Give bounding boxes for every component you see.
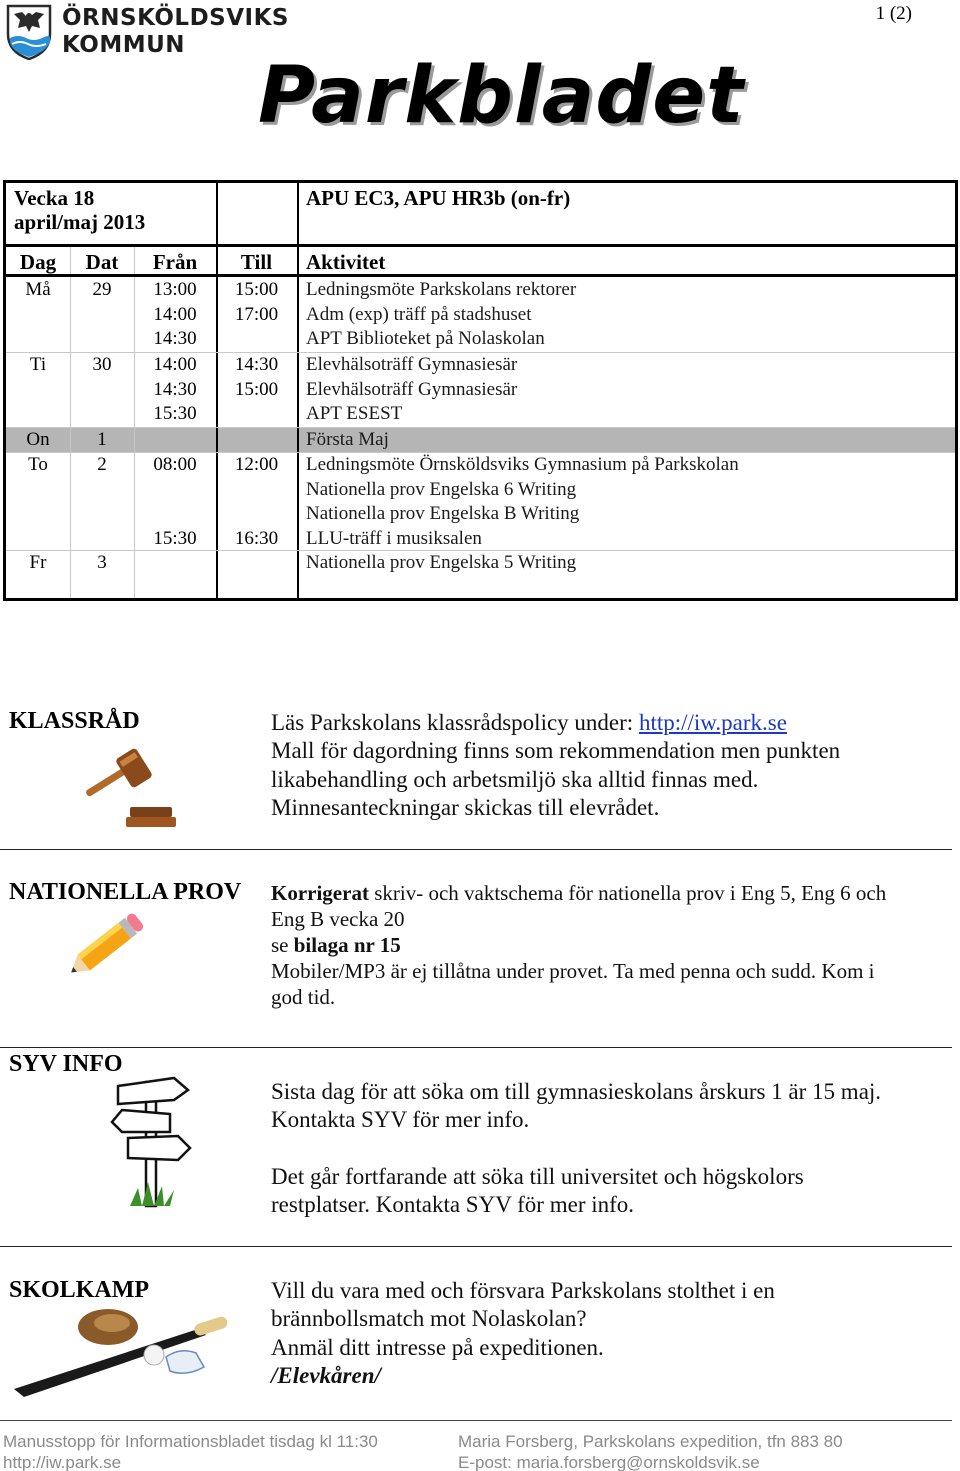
footer-right — [458, 1431, 843, 1471]
correction-label: Korrigerat — [271, 881, 369, 905]
logo-line-1: ÖRNSKÖLDSVIKS — [62, 5, 289, 31]
row-to — [216, 453, 297, 551]
row-activity: Nationella prov Engelska 5 Writing — [306, 552, 577, 573]
time-from: 14:30 — [153, 328, 197, 349]
pencil-icon — [60, 906, 150, 986]
klassrad-line-1: Läs Parkskolans klassrådspolicy under: — [271, 710, 639, 735]
time-from: 14:30 — [153, 378, 197, 400]
row-date: 1 — [97, 429, 107, 450]
nationella-line-5: god tid. — [271, 985, 336, 1009]
column-header-aktivitet: Aktivitet — [306, 250, 386, 274]
row-date: 30 — [92, 354, 112, 375]
attachment-prefix: se — [271, 933, 294, 957]
row-date: 2 — [97, 454, 107, 475]
section-heading-skolkamp: SKOLKAMP — [9, 1277, 150, 1303]
row-activities — [306, 353, 517, 427]
activity: APT ESEST — [306, 403, 403, 424]
month-label: april/maj 2013 — [14, 210, 146, 234]
section-divider — [0, 1246, 952, 1247]
time-to: 15:00 — [234, 279, 279, 300]
time-to: 15:00 — [234, 378, 279, 400]
row-to — [216, 353, 297, 402]
syv-text — [271, 1078, 881, 1219]
activity: Nationella prov Engelska B Writing — [306, 503, 580, 524]
coat-of-arms-icon — [6, 4, 52, 60]
column-header-dat: Dat — [85, 250, 119, 274]
row-from — [134, 453, 216, 551]
row-day: Fr — [29, 552, 47, 573]
klassrad-policy-link[interactable]: http://iw.park.se — [638, 710, 787, 735]
time-from: 15:30 — [153, 403, 197, 424]
row-day: On — [26, 429, 50, 450]
syv-line-2: Kontakta SYV för mer info. — [271, 1107, 530, 1133]
activity: Adm (exp) träff på stadshuset — [306, 303, 532, 325]
signature: /Elevkåren/ — [271, 1362, 381, 1388]
nationella-line-4: Mobiler/MP3 är ej tillåtna under provet. Ta med penna och sudd. Kom i — [271, 959, 875, 983]
syv-line-4: restplatser. Kontakta SYV för mer info. — [271, 1191, 635, 1217]
nationella-prov-text — [271, 880, 886, 1010]
class-groups: APU EC3, APU HR3b (on-fr) — [306, 186, 571, 210]
time-to: 14:30 — [234, 354, 279, 375]
column-header-till: Till — [240, 250, 273, 274]
row-day: To — [28, 454, 48, 475]
footer-contact: Maria Forsberg, Parkskolans expedition, tfn 883 80 — [458, 1432, 843, 1451]
footer-left — [3, 1431, 378, 1471]
newsletter-title: Parkbladet — [258, 51, 745, 141]
row-activities — [306, 278, 576, 352]
syv-line-3: Det går fortfarande att söka till universitet och högskolors — [271, 1163, 804, 1189]
time-to: 12:00 — [234, 454, 279, 475]
nationella-line-1: skriv- och vaktschema för nationella prov i Eng 5, Eng 6 och — [368, 881, 887, 905]
time-from: 15:30 — [153, 527, 197, 549]
nationella-line-2: Eng B vecka 20 — [271, 907, 405, 931]
activity: Elevhälsoträff Gymnasiesär — [306, 378, 518, 400]
schedule-table — [3, 180, 958, 601]
klassrad-line-4: Minnesanteckningar skickas till elevrådet. — [271, 794, 660, 820]
skolkamp-line-3: Anmäl ditt intresse på expeditionen. — [271, 1334, 604, 1360]
row-activities — [306, 453, 739, 551]
logo-line-2: KOMMUN — [62, 32, 186, 58]
activity: Ledningsmöte Örnsköldsviks Gymnasium på Parkskolan — [306, 454, 739, 475]
klassrad-text — [271, 709, 840, 822]
section-heading-nationella-prov: NATIONELLA PROV — [9, 879, 242, 905]
klassrad-line-3: likabehandling och arbetsmiljö ska alltid finnas med. — [271, 766, 759, 792]
footer-divider — [0, 1420, 952, 1421]
skolkamp-line-2: brännbollsmatch mot Nolaskolan? — [271, 1306, 587, 1332]
row-to — [216, 278, 297, 327]
section-divider — [0, 849, 952, 850]
activity: Elevhälsoträff Gymnasiesär — [306, 354, 518, 375]
footer-website-link[interactable]: http://iw.park.se — [3, 1453, 122, 1471]
row-day: Ti — [29, 354, 47, 375]
row-date: 29 — [92, 279, 112, 300]
skolkamp-line-1: Vill du vara med och försvara Parkskolans stolthet i en — [271, 1278, 775, 1303]
section-heading-klassrad: KLASSRÅD — [9, 708, 140, 734]
syv-line-1: Sista dag för att söka om till gymnasieskolans årskurs 1 är 15 maj. — [271, 1079, 882, 1104]
time-from: 08:00 — [153, 454, 197, 475]
row-from — [134, 353, 216, 427]
gavel-icon — [70, 745, 180, 830]
activity: Ledningsmöte Parkskolans rektorer — [306, 279, 577, 300]
attachment-reference: bilaga nr 15 — [293, 933, 401, 957]
column-header-dag: Dag — [19, 250, 57, 274]
time-from: 14:00 — [153, 354, 197, 375]
section-divider — [0, 1047, 952, 1048]
week-label: Vecka 18 — [14, 186, 95, 210]
activity: LLU-träff i musiksalen — [306, 527, 482, 549]
signpost-icon — [108, 1070, 198, 1210]
skolkamp-text — [271, 1277, 775, 1390]
column-header-fran: Från — [152, 250, 198, 274]
holiday-row-highlight — [6, 428, 955, 452]
municipality-logo — [6, 4, 289, 60]
footer-deadline: Manusstopp för Informationsbladet tisdag kl 11:30 — [3, 1432, 378, 1451]
time-from: 14:00 — [153, 303, 197, 325]
row-date: 3 — [97, 552, 107, 573]
time-to: 17:00 — [234, 303, 279, 325]
activity: APT Biblioteket på Nolaskolan — [306, 328, 545, 349]
row-from — [134, 278, 216, 352]
row-activity: Första Maj — [306, 429, 389, 450]
time-to: 16:30 — [234, 527, 279, 549]
footer-email-link[interactable]: E-post: maria.forsberg@ornskoldsvik.se — [458, 1453, 760, 1471]
klassrad-line-2: Mall för dagordning finns som rekommendation men punkten — [271, 738, 841, 764]
time-from: 13:00 — [153, 279, 197, 300]
activity: Nationella prov Engelska 6 Writing — [306, 478, 577, 500]
row-day: Må — [25, 279, 51, 300]
baseball-bat-icon — [8, 1305, 238, 1400]
page-number: 1 (2) — [875, 3, 912, 24]
section-heading-syv-info: SYV INFO — [9, 1051, 123, 1077]
